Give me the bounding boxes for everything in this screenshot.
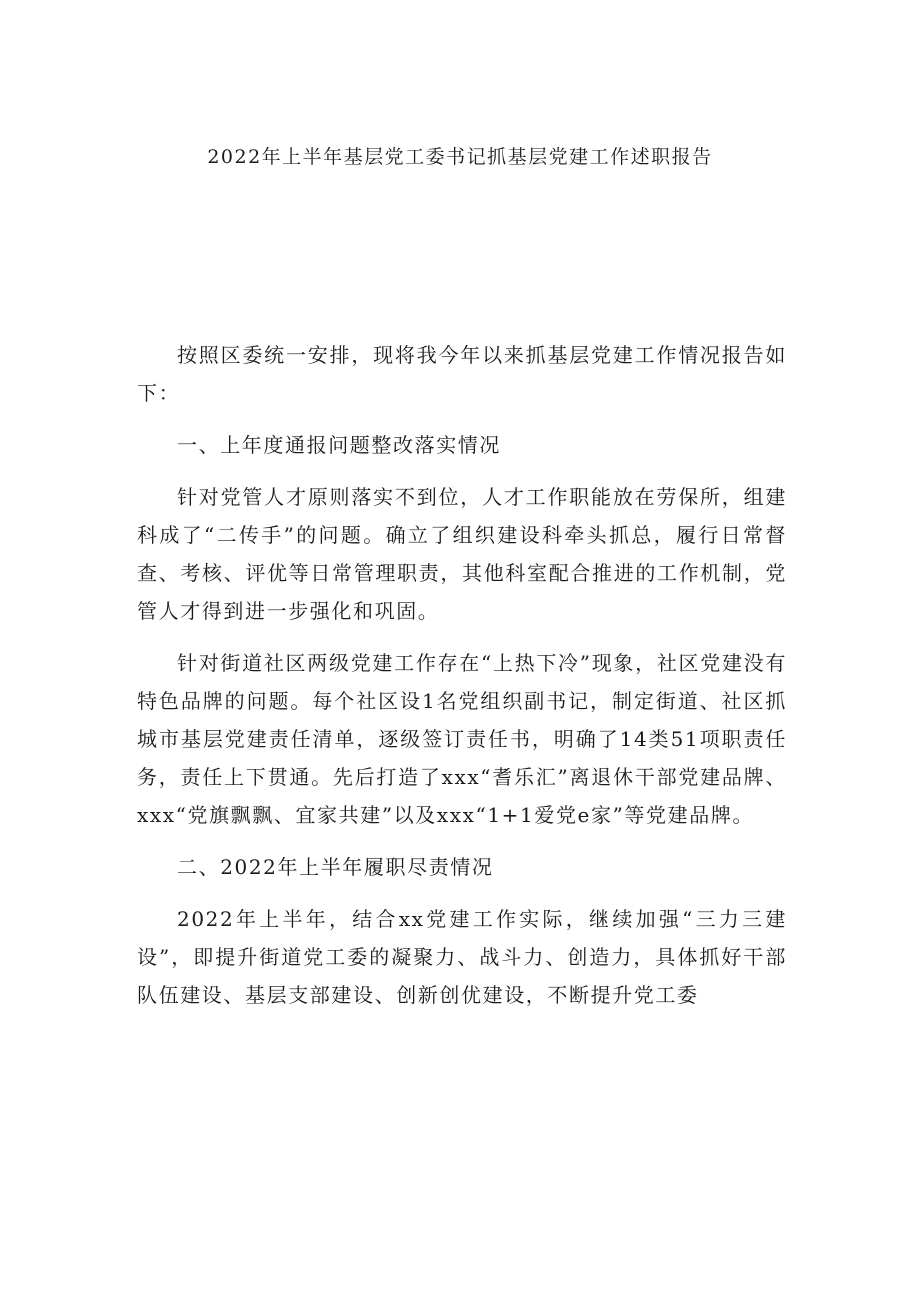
section-heading-2: 二、2022年上半年履职尽责情况: [177, 855, 494, 879]
paragraph-talent-rectification: 针对党管人才原则落实不到位，人才工作职能放在劳保所，组建科成了“二传手”的问题。确立了组织建设科牵头抓总，履行日常督查、考核、评优等日常管理职责，其他科室配合推进的工作机制，党管人才得到进一步强化和巩固。: [137, 485, 787, 623]
paragraph-community-branding: 针对街道社区两级党建工作存在“上热下冷”现象，社区党建没有特色品牌的问题。每个社区设1名党组织副书记，制定街道、社区抓城市基层党建责任清单，逐级签订责任书，明确了14类51项职责任务，责任上下贯通。先后打造了xxx“耆乐汇”离退休干部党建品牌、xxx“党旗飘飘、宜家共建”以及xxx“1+1爱党e家”等党建品牌。: [137, 651, 787, 827]
paragraph-2022-duties: 2022年上半年，结合xx党建工作实际，继续加强“三力三建设”，即提升街道党工委的凝聚力、战斗力、创造力，具体抓好干部队伍建设、基层支部建设、创新创优建设，不断提升党工委: [137, 907, 787, 1007]
section-heading-1: 一、上年度通报问题整改落实情况: [177, 433, 501, 457]
document-title: 2022年上半年基层党工委书记抓基层党建工作述职报告: [207, 146, 713, 168]
document-body: [137, 336, 787, 1028]
intro-paragraph: 按照区委统一安排，现将我今年以来抓基层党建工作情况报告如下：: [137, 343, 787, 405]
